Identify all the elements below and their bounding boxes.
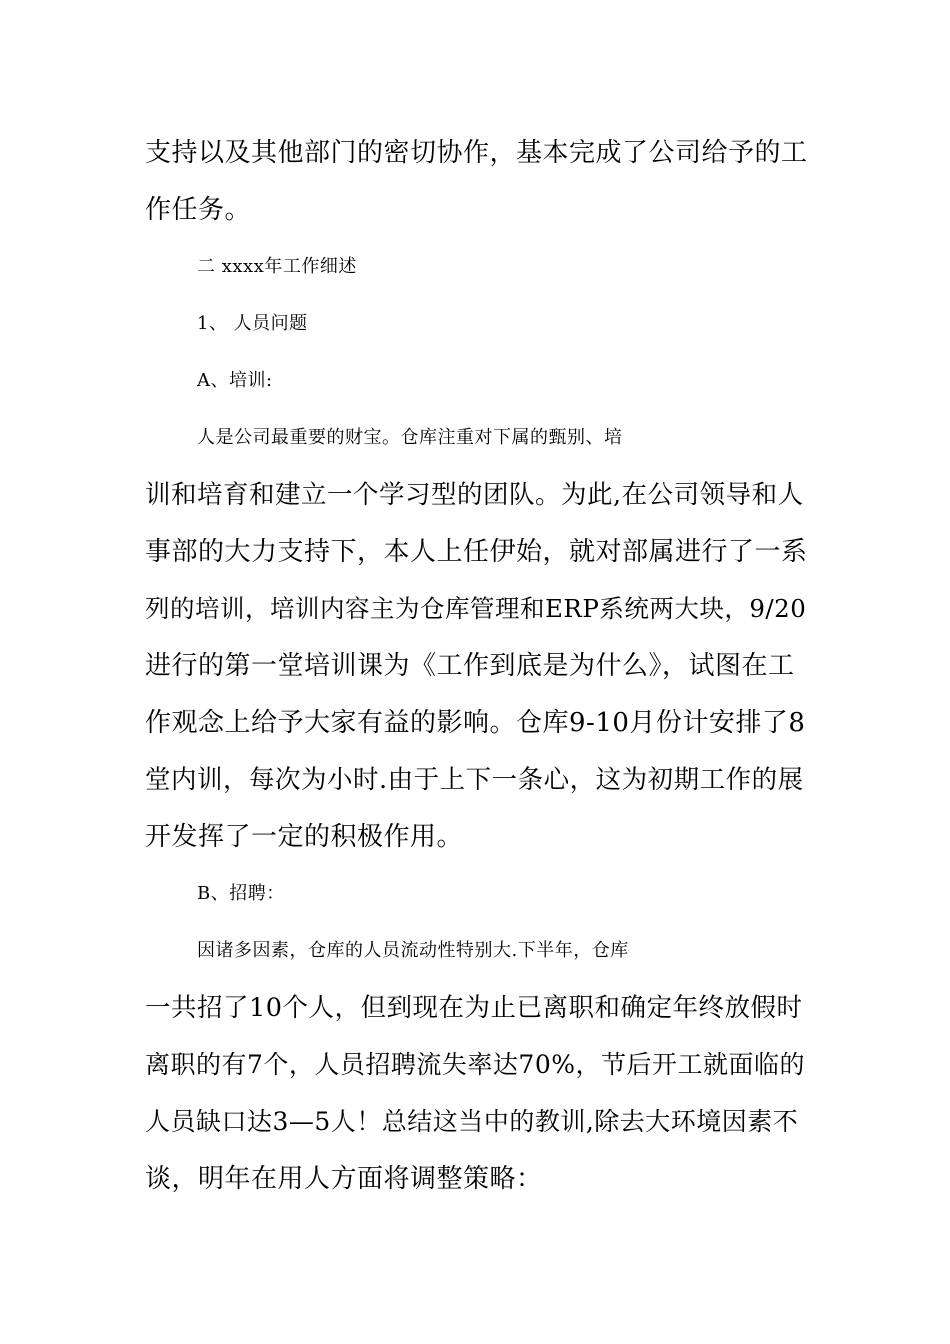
body-text-line: 作观念上给予大家有益的影响。仓库9-10月份计安排了8 xyxy=(145,708,806,738)
item-heading-training: A、培训: xyxy=(197,370,273,391)
section-heading: 二 xxxx年工作细述 xyxy=(197,256,357,277)
body-text-line: 作任务。 xyxy=(145,195,252,225)
body-text-line: 列的培训，培训内容主为仓库管理和ERP系统两大块，9/20 xyxy=(145,594,807,623)
body-text-line: 堂内训，每次为小时.由于上下一条心，这为初期工作的展 xyxy=(145,765,804,795)
body-text-line: 人员缺口达3—5人！总结这当中的教训,除去大环境因素不 xyxy=(145,1107,799,1136)
body-text-line: 离职的有7个，人员招聘流失率达70%，节后开工就面临的 xyxy=(145,1050,805,1079)
subsection-heading: 1、 人员问题 xyxy=(197,313,308,334)
body-text-line: 人是公司最重要的财宝。仓库注重对下属的甄别、培 xyxy=(197,427,623,448)
item-heading-recruitment: B、招聘： xyxy=(197,883,285,904)
body-text-line: 训和培育和建立一个学习型的团队。为此,在公司领导和人 xyxy=(145,480,804,510)
body-text-line: 一共招了10个人，但到现在为止已离职和确定年终放假时 xyxy=(145,993,803,1023)
body-text-line: 事部的大力支持下，本人上任伊始，就对部属进行了一系 xyxy=(145,537,808,567)
body-text-line: 进行的第一堂培训课为《工作到底是为什么》，试图在工 xyxy=(145,651,795,681)
body-text-line: 因诸多因素，仓库的人员流动性特别大.下半年，仓库 xyxy=(197,940,629,961)
body-text-line: 开发挥了一定的积极作用。 xyxy=(145,822,464,852)
body-text-line: 谈，明年在用人方面将调整策略： xyxy=(145,1164,543,1194)
body-text-line: 支持以及其他部门的密切协作，基本完成了公司给予的工 xyxy=(145,138,808,168)
